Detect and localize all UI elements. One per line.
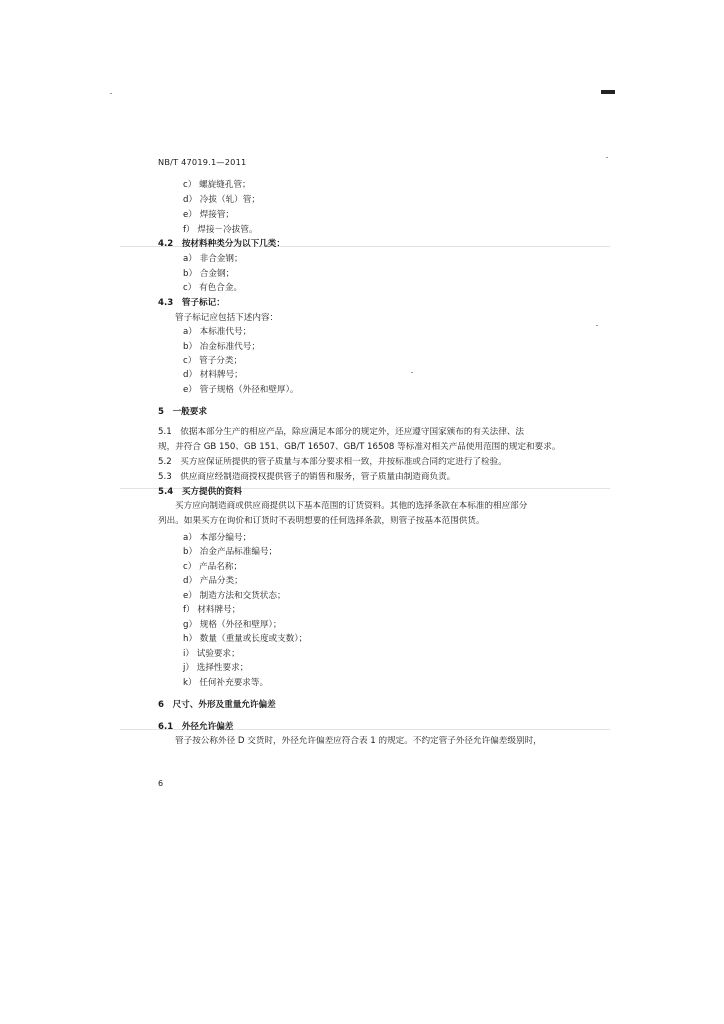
list-item: c） 有色合金。	[183, 283, 243, 293]
list-item: b） 合金钢；	[183, 269, 235, 279]
paragraph-text: 管子标记应包括下述内容：	[175, 313, 279, 323]
list-item: a） 本标准代号；	[183, 327, 252, 337]
doc-header: NB/T 47019.1—2011	[158, 157, 247, 167]
list-item: b） 冶金产品标准编号；	[183, 547, 278, 557]
section-heading-5-4: 5.4 买方提供的资料	[158, 487, 242, 497]
list-item: f） 焊接－冷拔管。	[183, 225, 258, 235]
list-item: j） 选择性要求；	[183, 663, 249, 673]
list-item: a） 本部分编号；	[183, 533, 252, 543]
list-item: d） 冷拔（轧）管；	[183, 195, 260, 205]
list-item: b） 冶金标准代号；	[183, 342, 260, 352]
list-item: e） 制造方法和交货状态；	[183, 591, 286, 601]
paragraph-text: 5.3 供应商应经制造商授权提供管子的销售和服务，管子质量由制造商负责。	[158, 472, 456, 482]
page-number: 6	[158, 779, 164, 788]
list-item: e） 焊接管；	[183, 210, 235, 220]
list-item: e） 管子规格（外径和壁厚）。	[183, 385, 299, 395]
paragraph-text: 规，并符合 GB 150、GB 151、GB/T 16507、GB/T 16508 等标准对相关产品使用范围的规定和要求。	[158, 442, 561, 452]
scan-speck	[596, 325, 598, 326]
paragraph-text: 5.2 买方应保证所提供的管子质量与本部分要求相一致，并按标准或合同约定进行了检验。	[158, 457, 507, 467]
list-item: h） 数量（重量或长度或支数）；	[183, 634, 308, 644]
paragraph-text: 5.1 依据本部分生产的相应产品，除应满足本部分的规定外，还应遵守国家颁布的有关法律、法	[158, 427, 525, 437]
section-heading-6-1: 6.1 外径允许偏差	[158, 722, 234, 732]
list-item: c） 螺旋缝孔管；	[183, 180, 251, 190]
section-heading-6: 6 尺寸、外形及重量允许偏差	[158, 700, 276, 710]
paragraph-text: 买方应向制造商或供应商提供以下基本范围的订货资料。其他的选择条款在本标准的相应部分	[175, 501, 528, 511]
list-item: d） 产品分类；	[183, 576, 243, 586]
corner-mark	[601, 90, 615, 94]
list-item: f） 材料牌号；	[183, 605, 241, 615]
paragraph-text: 列出。如果买方在询价和订货时不表明想要的任何选择条款，则管子按基本范围供货。	[158, 516, 485, 526]
list-item: c） 管子分类；	[183, 356, 243, 366]
section-heading-4-2: 4.2 按材料种类分为以下几类：	[158, 239, 285, 249]
paragraph-text: 管子按公称外径 D 交货时，外径允许偏差应符合表 1 的规定。不约定管子外径允许偏差级别时，	[175, 736, 542, 746]
section-heading-4-3: 4.3 管子标记：	[158, 298, 225, 308]
scan-speck	[411, 372, 413, 373]
list-item: i） 试验要求；	[183, 649, 240, 659]
section-heading-5: 5 一般要求	[158, 407, 207, 417]
scan-speck	[606, 157, 608, 158]
scan-speck	[110, 93, 112, 94]
list-item: c） 产品名称；	[183, 562, 243, 572]
list-item: a） 非合金钢；	[183, 254, 243, 264]
list-item: g） 规格（外径和壁厚）；	[183, 620, 282, 630]
list-item: k） 任何补充要求等。	[183, 678, 269, 688]
list-item: d） 材料牌号；	[183, 370, 243, 380]
